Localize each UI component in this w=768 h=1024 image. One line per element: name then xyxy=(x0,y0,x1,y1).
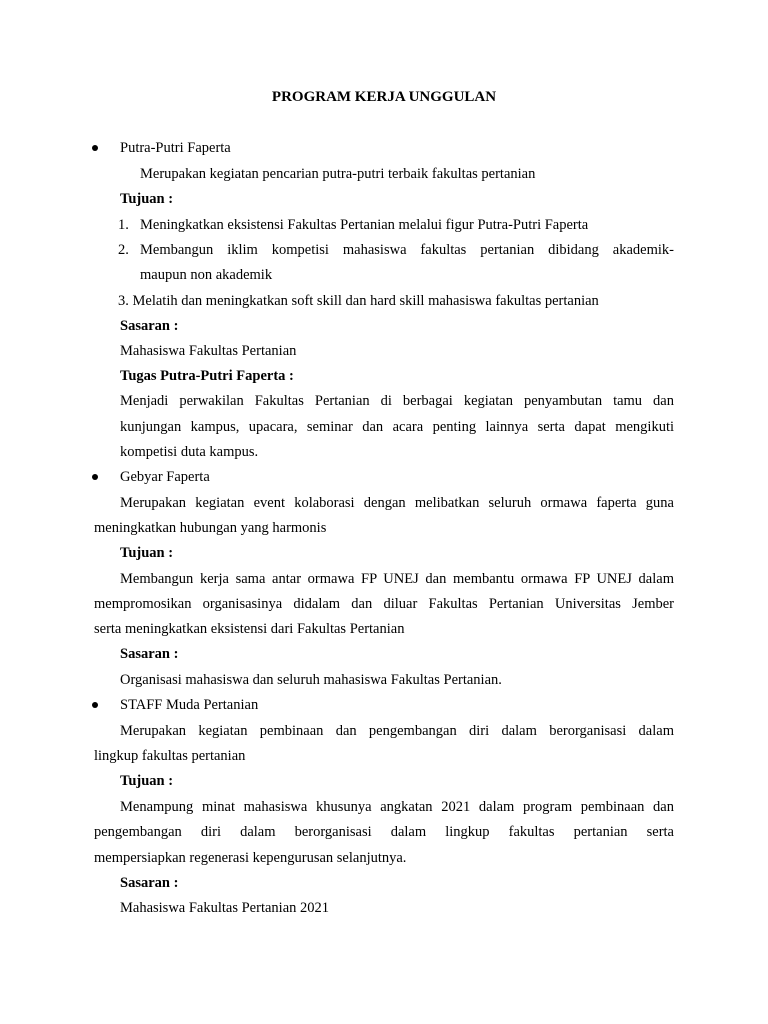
section-heading: Putra-Putri Faperta xyxy=(120,140,231,156)
tujuan-text: mempromosikan organisasinya didalam dan diluar Fakultas Pertanian Universitas Jember xyxy=(94,596,674,612)
tujuan-text: mempersiapkan regenerasi kepengurusan selanjutnya. xyxy=(94,850,407,866)
section-description: Merupakan kegiatan pencarian putra-putri terbaik fakultas pertanian xyxy=(140,166,536,182)
tugas-line: Menjadi perwakilan Fakultas Pertanian di berbagai kegiatan penyambutan tamu dan xyxy=(120,393,674,409)
bullet-icon xyxy=(92,702,98,708)
list-item: Membangun iklim kompetisi mahasiswa fakultas pertanian dibidang akademik- xyxy=(140,242,674,258)
bullet-icon xyxy=(92,145,98,151)
sasaran-text: Mahasiswa Fakultas Pertanian xyxy=(120,343,297,359)
list-item: 3. Melatih dan meningkatkan soft skill dan hard skill mahasiswa fakultas pertanian xyxy=(118,293,599,309)
list-item-number: 1. xyxy=(118,217,129,233)
list-item-continuation: maupun non akademik xyxy=(140,267,273,283)
section-description: Merupakan kegiatan pembinaan dan pengembangan diri dalam berorganisasi dalam xyxy=(120,723,674,739)
tujuan-text: Membangun kerja sama antar ormawa FP UNEJ dan membantu ormawa FP UNEJ dalam xyxy=(120,571,674,587)
sasaran-text: Organisasi mahasiswa dan seluruh mahasiswa Fakultas Pertanian. xyxy=(120,672,502,688)
tujuan-label: Tujuan : xyxy=(120,545,174,561)
tugas-line: kunjungan kampus, upacara, seminar dan acara penting lainnya serta dapat mengikuti xyxy=(120,419,674,435)
tujuan-text: pengembangan diri dalam berorganisasi dalam lingkup fakultas pertanian serta xyxy=(94,824,674,840)
sasaran-label: Sasaran : xyxy=(120,875,179,891)
sasaran-text: Mahasiswa Fakultas Pertanian 2021 xyxy=(120,900,330,916)
section-description: lingkup fakultas pertanian xyxy=(94,748,246,764)
list-item-number: 2. xyxy=(118,242,129,258)
tujuan-label: Tujuan : xyxy=(120,773,174,789)
sasaran-label: Sasaran : xyxy=(120,318,179,334)
tugas-line: kompetisi duta kampus. xyxy=(120,444,259,460)
tujuan-text: serta meningkatkan eksistensi dari Fakultas Pertanian xyxy=(94,621,405,637)
tujuan-label: Tujuan : xyxy=(120,191,174,207)
page-title: PROGRAM KERJA UNGGULAN xyxy=(271,89,497,105)
tujuan-text: Menampung minat mahasiswa khusunya angkatan 2021 dalam program pembinaan dan xyxy=(120,799,674,815)
section-description: Merupakan kegiatan event kolaborasi dengan melibatkan seluruh ormawa faperta guna xyxy=(120,495,674,511)
section-heading: Gebyar Faperta xyxy=(120,469,210,485)
section-heading: STAFF Muda Pertanian xyxy=(120,697,259,713)
list-item: Meningkatkan eksistensi Fakultas Pertanian melalui figur Putra-Putri Faperta xyxy=(140,217,589,233)
tugas-label: Tugas Putra-Putri Faperta : xyxy=(120,368,294,384)
section-description: meningkatkan hubungan yang harmonis xyxy=(94,520,327,536)
bullet-icon xyxy=(92,474,98,480)
sasaran-label: Sasaran : xyxy=(120,646,179,662)
